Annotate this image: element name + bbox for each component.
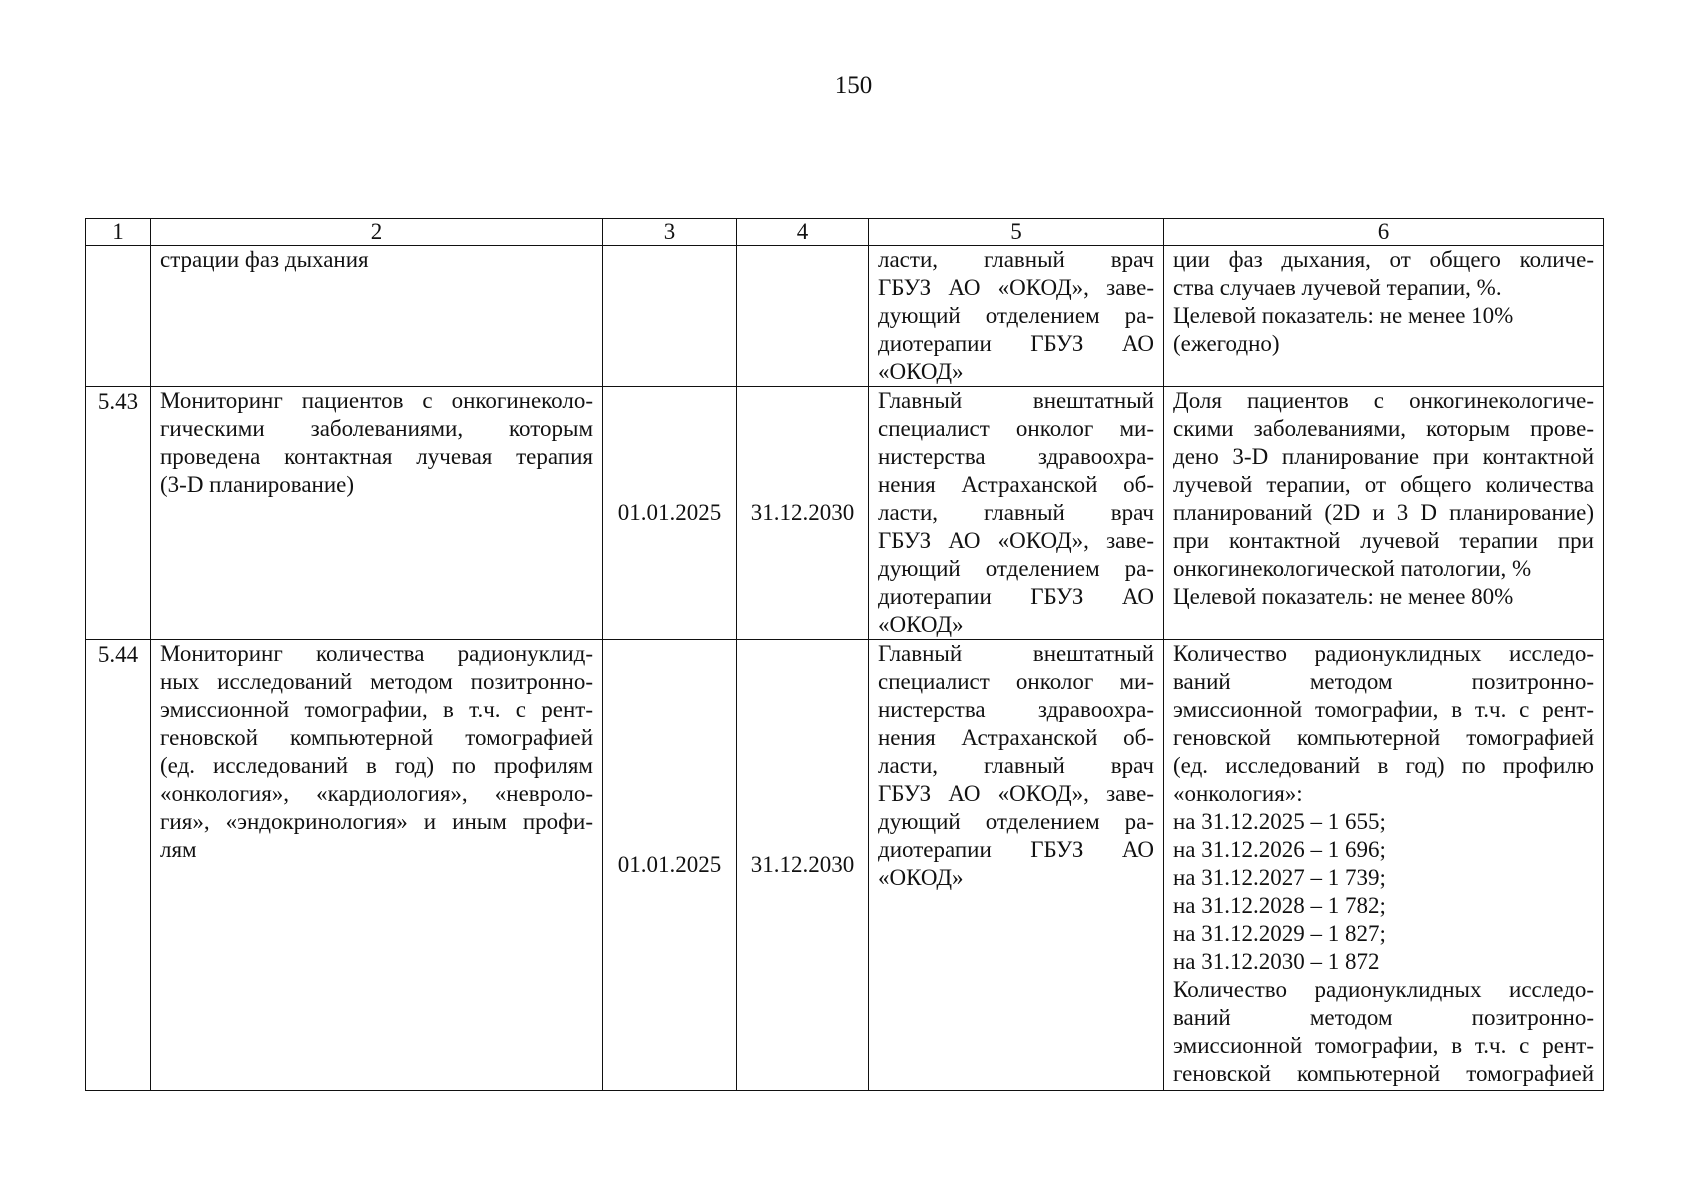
indicator-line: планирований (2D и 3 D планирование) <box>1173 500 1594 525</box>
indicator-line: Количество радионуклидных исследо- <box>1173 641 1594 666</box>
indicator-cell <box>1164 246 1604 387</box>
column-number-4: 4 <box>737 219 869 246</box>
end-date <box>737 246 869 387</box>
indicator-cell <box>1164 387 1604 640</box>
row-number <box>86 246 151 387</box>
indicator-line: (ежегодно) <box>1173 331 1280 356</box>
start-date: 01.01.2025 <box>603 640 737 1091</box>
indicator-line: ваний методом позитронно- <box>1173 1005 1594 1030</box>
indicator-line: на 31.12.2025 – 1 655; <box>1173 809 1386 834</box>
start-date <box>603 246 737 387</box>
page-number: 150 <box>834 72 873 99</box>
indicator-line: геновской компьютерной томографией <box>1173 725 1594 750</box>
indicator-line: на 31.12.2030 – 1 872 <box>1173 949 1380 974</box>
responsible-line: специалист онколог ми- <box>878 416 1154 441</box>
column-number-6: 6 <box>1164 219 1604 246</box>
responsible-line: дующий отделением ра- <box>878 809 1154 834</box>
responsible-line: нистерства здравоохра- <box>878 444 1154 469</box>
activity-line: страции фаз дыхания <box>160 247 369 272</box>
responsible-cell <box>869 640 1164 1091</box>
indicator-line: Целевой показатель: не менее 80% <box>1173 584 1514 609</box>
responsible-line: нения Астраханской об- <box>878 725 1154 750</box>
indicator-line: Доля пациентов с онкогинекологиче- <box>1173 388 1594 413</box>
indicator-line: эмиссионной томографии, в т.ч. с рент- <box>1173 697 1594 722</box>
table-row <box>86 246 1604 387</box>
responsible-line: ласти, главный врач <box>878 753 1154 778</box>
activity-cell <box>151 640 603 1091</box>
responsible-line: дующий отделением ра- <box>878 303 1154 328</box>
responsible-cell <box>869 387 1164 640</box>
responsible-line: дующий отделением ра- <box>878 556 1154 581</box>
activity-line: гия», «эндокринология» и иным профи- <box>160 809 593 834</box>
responsible-line: Главный внештатный <box>878 388 1154 413</box>
indicator-line: «онкология»: <box>1173 781 1303 806</box>
responsible-line: «ОКОД» <box>878 865 964 890</box>
activity-cell <box>151 246 603 387</box>
indicator-line: на 31.12.2026 – 1 696; <box>1173 837 1386 862</box>
responsible-line: специалист онколог ми- <box>878 669 1154 694</box>
activity-line: эмиссионной томографии, в т.ч. с рент- <box>160 697 593 722</box>
activity-line: Мониторинг количества радионуклид- <box>160 641 593 666</box>
responsible-line: ГБУЗ АО «ОКОД», заве- <box>878 275 1154 300</box>
measures-table <box>85 218 1604 1091</box>
activity-line: ных исследований методом позитронно- <box>160 669 593 694</box>
indicator-line: дено 3-D планирование при контактной <box>1173 444 1594 469</box>
responsible-line: диотерапии ГБУЗ АО <box>878 837 1154 862</box>
indicator-line: (ед. исследований в год) по профилю <box>1173 753 1594 778</box>
activity-line: лям <box>160 837 197 862</box>
indicator-cell <box>1164 640 1604 1091</box>
table-row <box>86 640 1604 1091</box>
activity-line: проведена контактная лучевая терапия <box>160 444 593 469</box>
column-number-2: 2 <box>151 219 603 246</box>
responsible-line: нистерства здравоохра- <box>878 697 1154 722</box>
indicator-line: Количество радионуклидных исследо- <box>1173 977 1594 1002</box>
responsible-line: ласти, главный врач <box>878 500 1154 525</box>
indicator-line: на 31.12.2027 – 1 739; <box>1173 865 1386 890</box>
column-number-row <box>86 219 1604 246</box>
indicator-line: эмиссионной томографии, в т.ч. с рент- <box>1173 1033 1594 1058</box>
indicator-line: ваний методом позитронно- <box>1173 669 1594 694</box>
indicator-line: Целевой показатель: не менее 10% <box>1173 303 1514 328</box>
row-number: 5.44 <box>86 640 151 1091</box>
end-date: 31.12.2030 <box>737 640 869 1091</box>
responsible-line: «ОКОД» <box>878 612 964 637</box>
responsible-line: нения Астраханской об- <box>878 472 1154 497</box>
indicator-line: лучевой терапии, от общего количества <box>1173 472 1594 497</box>
activity-line: Мониторинг пациентов с онкогинеколо- <box>160 388 593 413</box>
responsible-line: «ОКОД» <box>878 359 964 384</box>
responsible-line: Главный внештатный <box>878 641 1154 666</box>
indicator-line: скими заболеваниями, которым прове- <box>1173 416 1594 441</box>
column-number-1: 1 <box>86 219 151 246</box>
responsible-line: ГБУЗ АО «ОКОД», заве- <box>878 528 1154 553</box>
activity-line: гическими заболеваниями, которым <box>160 416 593 441</box>
column-number-3: 3 <box>603 219 737 246</box>
activity-line: (ед. исследований в год) по профилям <box>160 753 593 778</box>
responsible-cell <box>869 246 1164 387</box>
column-number-5: 5 <box>869 219 1164 246</box>
row-number: 5.43 <box>86 387 151 640</box>
responsible-line: ГБУЗ АО «ОКОД», заве- <box>878 781 1154 806</box>
indicator-line: на 31.12.2029 – 1 827; <box>1173 921 1386 946</box>
responsible-line: ласти, главный врач <box>878 247 1154 272</box>
activity-line: «онкология», «кардиология», «невроло- <box>160 781 593 806</box>
indicator-line: ции фаз дыхания, от общего количе- <box>1173 247 1594 272</box>
indicator-line: онкогинекологической патологии, % <box>1173 556 1532 581</box>
indicator-line: геновской компьютерной томографией <box>1173 1061 1594 1086</box>
activity-cell <box>151 387 603 640</box>
table-row <box>86 387 1604 640</box>
activity-line: (3-D планирование) <box>160 472 355 497</box>
responsible-line: диотерапии ГБУЗ АО <box>878 331 1154 356</box>
indicator-line: ства случаев лучевой терапии, %. <box>1173 275 1502 300</box>
start-date: 01.01.2025 <box>603 387 737 640</box>
indicator-line: на 31.12.2028 – 1 782; <box>1173 893 1386 918</box>
indicator-line: при контактной лучевой терапии при <box>1173 528 1594 553</box>
responsible-line: диотерапии ГБУЗ АО <box>878 584 1154 609</box>
end-date: 31.12.2030 <box>737 387 869 640</box>
activity-line: геновской компьютерной томографией <box>160 725 593 750</box>
